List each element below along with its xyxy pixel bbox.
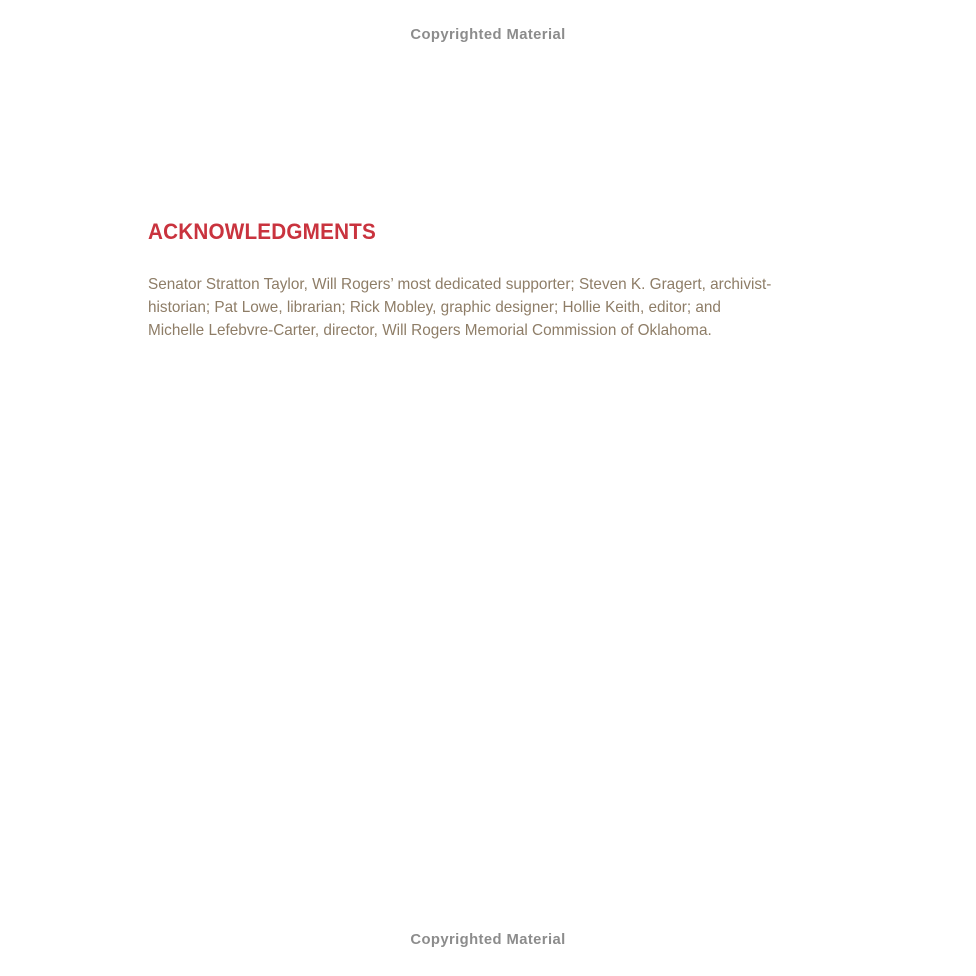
paragraph-line-2: historian; Pat Lowe, librarian; Rick Mobley, graphic designer; Hollie Keith, editor; and <box>148 299 721 317</box>
acknowledgments-section <box>148 221 848 343</box>
acknowledgments-paragraph <box>148 273 827 343</box>
copyright-notice-bottom: Copyrighted Material <box>410 932 566 948</box>
paragraph-line-3: Michelle Lefebvre-Carter, director, Will Rogers Memorial Commission of Oklahoma. <box>148 322 712 340</box>
paragraph-line-1: Senator Stratton Taylor, Will Rogers’ most dedicated supporter; Steven K. Gragert, archivist- <box>148 276 772 293</box>
acknowledgments-heading: ACKNOWLEDGMENTS <box>148 219 376 244</box>
copyright-notice-top: Copyrighted Material <box>410 27 566 43</box>
